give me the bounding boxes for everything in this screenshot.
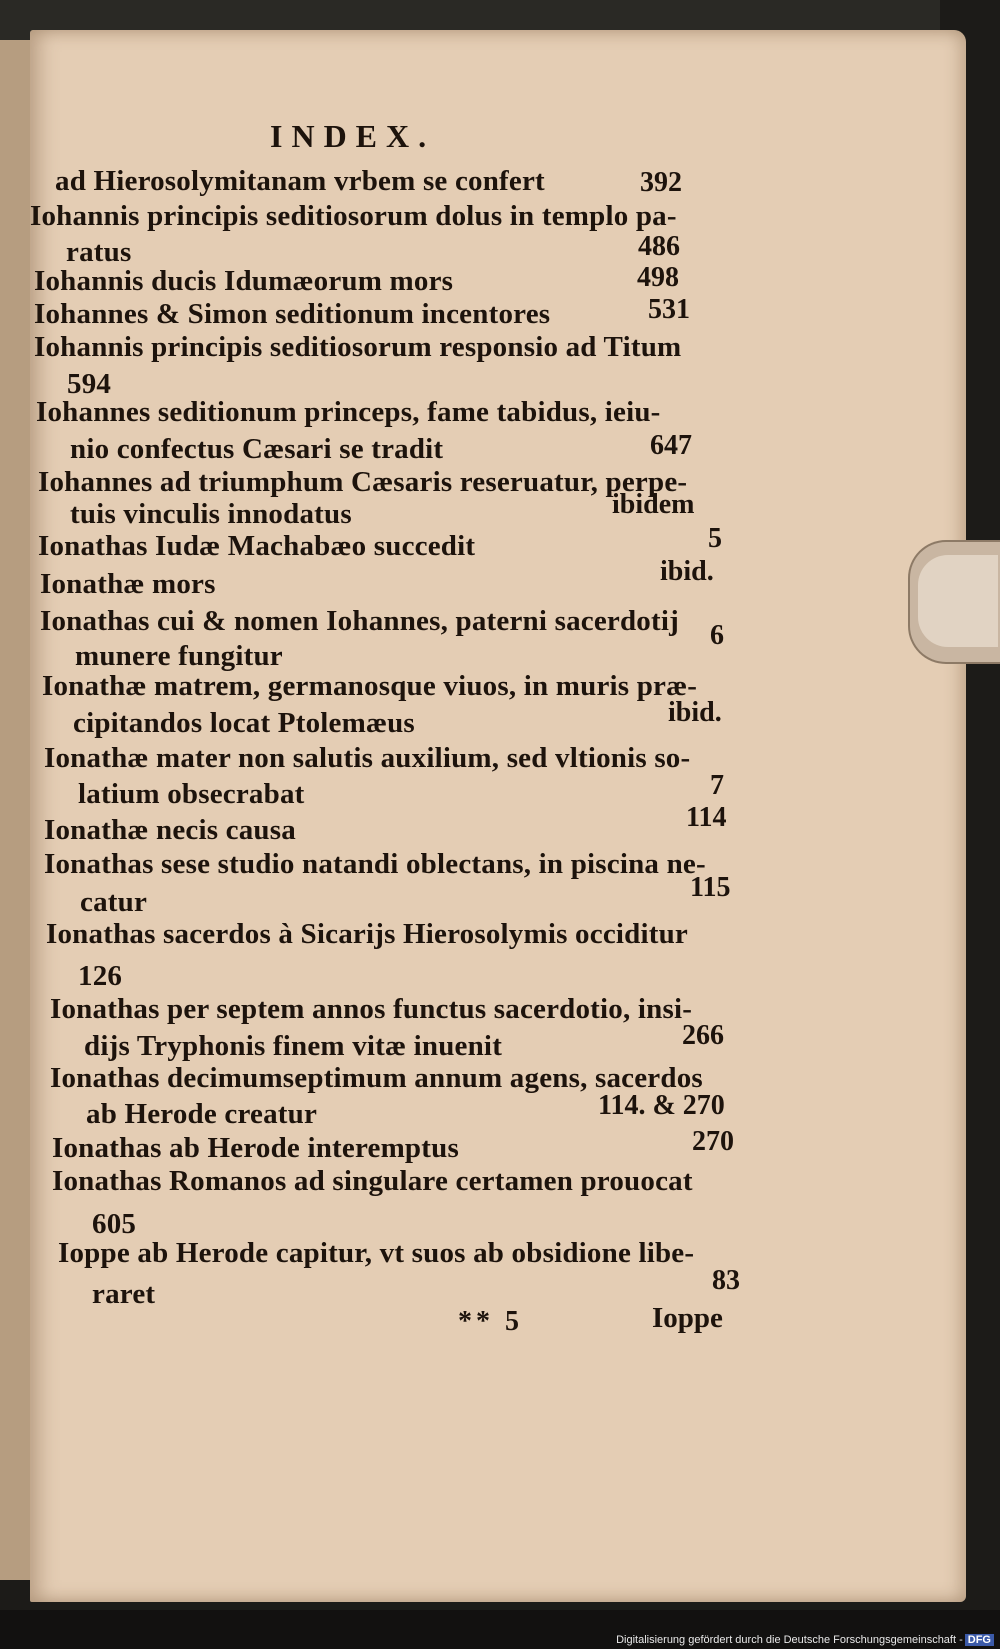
index-entry-text: Ionathas per septem annos functus sacerdotio, insi-	[50, 993, 693, 1025]
index-entry-text: Iohannes & Simon seditionum incentores	[34, 298, 551, 330]
index-entry-text: Ionathæ necis causa	[44, 814, 296, 846]
signature-mark: ** 5	[458, 1306, 523, 1337]
index-entry-text: Ionathas sacerdos à Sicarijs Hierosolymis occiditur	[46, 918, 688, 950]
index-entry-page: 114. & 270	[598, 1090, 725, 1121]
index-entry-text: Ionathæ mater non salutis auxilium, sed vltionis so-	[44, 742, 691, 774]
index-entry-page: 486	[638, 231, 680, 262]
index-entry-text: Iohannis principis seditiosorum dolus in templo pa-	[30, 200, 677, 232]
index-entry-page: 531	[648, 294, 690, 325]
index-entry-page: 114	[686, 802, 727, 833]
index-entry-text: ad Hierosolymitanam vrbem se confert	[55, 165, 545, 197]
index-entry-text: Ionathas decimumseptimum annum agens, sacerdos	[50, 1062, 703, 1094]
index-entry-text: tuis vinculis innodatus	[70, 498, 352, 530]
index-entry-text: catur	[80, 886, 148, 918]
index-entry-page: 7	[710, 770, 724, 801]
digitization-credit	[616, 1634, 994, 1646]
index-entry-text: Iohannes ad triumphum Cæsaris reseruatur, perpe-	[38, 466, 688, 498]
index-entry-text: Ionathas Iudæ Machabæo succedit	[38, 530, 476, 562]
index-entry-text: Iohannis principis seditiosorum responsio ad Titum	[34, 331, 682, 363]
index-entry-text: 605	[92, 1208, 137, 1240]
index-entry-text: Ionathas Romanos ad singulare certamen prouocat	[52, 1165, 693, 1197]
index-entry-page: 5	[708, 523, 722, 554]
index-entry-page: 6	[710, 620, 724, 651]
index-entry-page: ibid.	[668, 697, 722, 728]
catchword: Ioppe	[652, 1302, 723, 1334]
index-entry-text: nio confectus Cæsari se tradit	[70, 433, 444, 465]
index-entry-text: Ionathæ mors	[40, 568, 216, 600]
index-entry-text: Ionathas cui & nomen Iohannes, paterni sacerdotij	[40, 605, 679, 637]
index-entry-text: ab Herode creatur	[86, 1098, 318, 1130]
index-entry-text: munere fungitur	[75, 640, 283, 672]
index-entry-text: Iohannis ducis Idumæorum mors	[34, 265, 454, 297]
index-entry-page: 392	[640, 167, 682, 198]
index-entry-text: ratus	[66, 236, 132, 268]
index-entry-page: ibidem	[612, 489, 695, 520]
index-entry-text: latium obsecrabat	[78, 778, 305, 810]
index-entry-page: 647	[650, 430, 692, 461]
page-header: INDEX.	[270, 118, 436, 154]
credit-text: Digitalisierung gefördert durch die Deutsche Forschungsgemeinschaft -	[616, 1634, 963, 1646]
index-entry-text: dijs Tryphonis finem vitæ inuenit	[84, 1030, 503, 1062]
index-entry-page: 115	[690, 872, 731, 903]
index-entry-page: 266	[682, 1020, 724, 1051]
index-entry-text: Ionathas ab Herode interemptus	[52, 1132, 459, 1164]
index-entry-text: Ionathas sese studio natandi oblectans, in piscina ne-	[44, 848, 706, 880]
index-entry-text: Iohannes seditionum princeps, fame tabidus, ieiu-	[36, 396, 661, 428]
index-entry-text: raret	[92, 1278, 156, 1310]
dfg-logo: DFG	[965, 1634, 994, 1646]
index-entry-page: 498	[637, 262, 679, 293]
index-entry-text: cipitandos locat Ptolemæus	[73, 707, 415, 739]
index-entry-page: 83	[712, 1265, 740, 1296]
index-entry-text: 594	[67, 368, 112, 400]
index-entry-text: Ionathæ matrem, germanosque viuos, in muris præ-	[42, 670, 698, 702]
index-entry-page: ibid.	[660, 556, 714, 587]
index-entry-text: 126	[78, 960, 123, 992]
index-entry-text: Ioppe ab Herode capitur, vt suos ab obsidione libe-	[58, 1237, 695, 1269]
index-entry-page: 270	[692, 1126, 734, 1157]
